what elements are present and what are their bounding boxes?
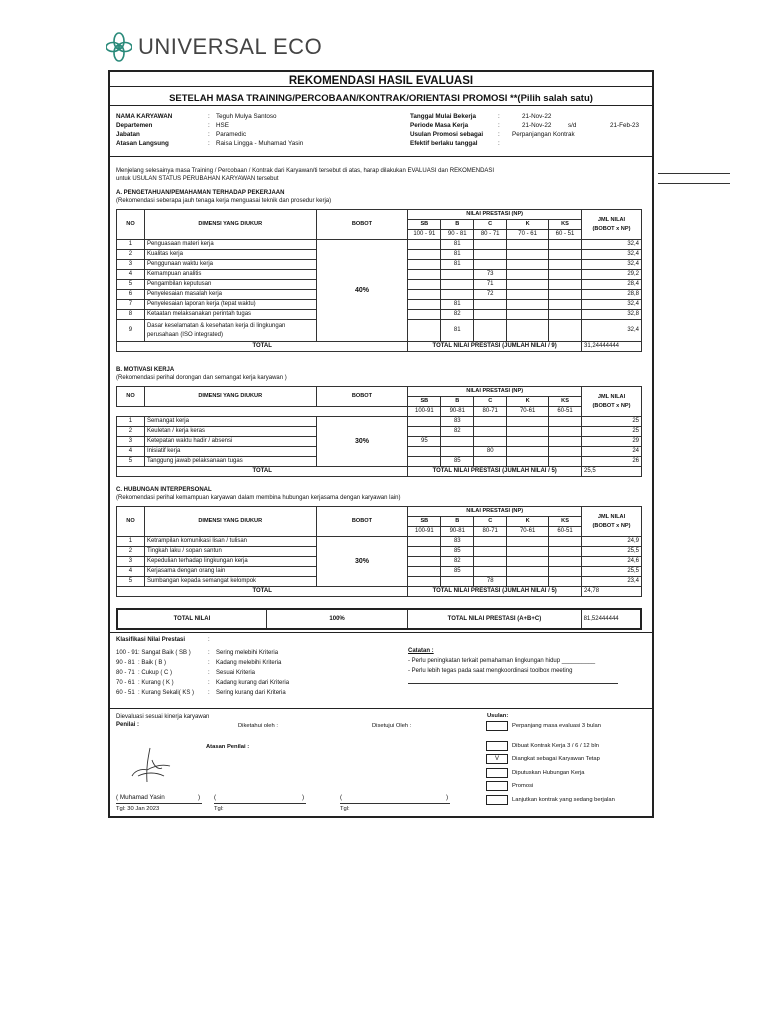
usulan-option[interactable] xyxy=(486,753,646,767)
row-total: 25,5 xyxy=(582,547,642,557)
score-ks xyxy=(549,437,582,447)
usulan-option[interactable] xyxy=(486,767,646,781)
row-total: 23,4 xyxy=(582,577,642,587)
usulan-option-label: Promosi xyxy=(512,783,534,789)
score-sb xyxy=(408,290,441,300)
row-dimension: Kemampuan analitis xyxy=(144,270,316,280)
score-ks xyxy=(549,577,582,587)
score-k xyxy=(507,557,549,567)
employee-info-left: NAMA KARYAWAN : Teguh Mulya Santoso Departemen : HSE Jabatan : Paramedic Atasan Langsung : Raisa Lingga - Muhamad Yasin xyxy=(116,113,304,147)
employee-position: Paramedic xyxy=(216,131,247,138)
section-b-header xyxy=(116,366,287,382)
score-k xyxy=(507,447,549,457)
signature-icon xyxy=(128,746,172,786)
score-c: 73 xyxy=(474,270,507,280)
row-dimension: Keuletan / kerja keras xyxy=(144,427,316,437)
form-title: REKOMENDASI HASIL EVALUASI xyxy=(288,75,474,87)
score-ks xyxy=(549,567,582,577)
usulan-option-label: Lanjutkan kontrak yang sedang berjalan xyxy=(512,796,615,803)
score-b: 83 xyxy=(441,417,474,427)
row-dimension: Sumbangan kepada semangat kelompok xyxy=(144,577,316,587)
row-number: 2 xyxy=(117,547,145,557)
score-c xyxy=(474,457,507,467)
score-k xyxy=(507,457,549,467)
score-k xyxy=(507,567,549,577)
notes xyxy=(408,646,626,684)
usulan-option[interactable] xyxy=(486,794,646,808)
score-ks xyxy=(549,417,582,427)
classification-item: 70 - 61 : Kurang ( K ) : Kadang kurang dari Kriteria xyxy=(116,680,290,686)
score-k xyxy=(507,240,549,250)
score-b: 81 xyxy=(441,320,474,342)
score-c xyxy=(474,300,507,310)
row-number: 4 xyxy=(117,447,145,457)
row-dimension: Penyelesaian laporan kerja (tepat waktu) xyxy=(144,300,316,310)
row-total: 32,4 xyxy=(581,320,641,342)
label-jabatan: Jabatan xyxy=(116,131,140,138)
classification-range: 90 - 81 xyxy=(116,660,135,666)
note-line: - Perlu peningkatan terkait pemahaman lingkungan hidup __________ xyxy=(408,658,596,664)
score-k xyxy=(507,310,549,320)
score-k xyxy=(507,547,549,557)
section-c-table: NO DIMENSI YANG DIUKUR BOBOT NILAI PRESTASI (NP) JML NILAI (BOBOT x NP) SB B C K KS 100-91 90-81 80-71 70-61 60-51 1 Ketrampilan komunikasi lisan / tulisan 30% 83 24,9 2 Tingkah laku / sopan santun 85 25,5 3 Kepedulian terhadap lingkungan kerja 82 24,6 4 Kerjasama dengan orang lain 85 25,5 5 Sumbangan kepada semangat kelompok 78 23,4 TOTAL TOTAL NILAI PRESTASI (JUMLAH NILAI / 5) 24,78 xyxy=(116,506,642,597)
usulan-option-label: Dibuat Kontrak Kerja 3 / 6 / 12 bln xyxy=(512,742,600,749)
row-number: 5 xyxy=(117,577,145,587)
usulan-option[interactable] xyxy=(486,740,646,754)
score-sb: 95 xyxy=(408,437,441,447)
score-c xyxy=(474,320,507,342)
score-ks xyxy=(549,280,582,290)
row-number: 1 xyxy=(117,240,145,250)
bobot-value: 30% xyxy=(316,537,408,587)
score-b: 81 xyxy=(441,300,474,310)
score-sb xyxy=(408,280,441,290)
score-sb xyxy=(408,537,441,547)
company-logo xyxy=(106,30,322,64)
classification-desc: Kadang kurang dari Kriteria xyxy=(216,680,290,686)
score-b: 81 xyxy=(441,240,474,250)
classification-desc: Sesuai Kriteria xyxy=(216,670,256,676)
usulan-checkbox[interactable] xyxy=(486,741,508,751)
score-sb xyxy=(408,300,441,310)
row-dimension: Ketrampilan komunikasi lisan / tulisan xyxy=(144,537,316,547)
classification-item: 80 - 71 : Cukup ( C ) : Sesuai Kriteria xyxy=(116,670,256,676)
row-dimension: Dasar keselamatan & kesehatan kerja di lingkungan perusahaan (ISO integrated) xyxy=(144,320,316,342)
score-ks xyxy=(549,250,582,260)
classification-desc: Sering melebihi Kriteria xyxy=(216,650,279,656)
row-dimension: Kerjasama dengan orang lain xyxy=(144,567,316,577)
employee-department: HSE xyxy=(216,122,229,129)
grand-total-label: TOTAL NILAI xyxy=(117,609,266,629)
atasan-penilai-label: Atasan Penilai : xyxy=(206,744,250,750)
score-ks xyxy=(549,260,582,270)
employee-info-right: Tanggal Mulai Bekerja : 21-Nov-22 Periode Masa Kerja : 21-Nov-22 s/d 21-Feb-23 Usulan Promosi sebagai : Perpanjangan Kontrak Efektif berlaku tanggal : xyxy=(410,113,640,147)
score-k xyxy=(507,577,549,587)
table-row xyxy=(117,240,642,250)
row-dimension: Semangat kerja xyxy=(144,417,316,427)
table-row xyxy=(117,537,642,547)
score-ks xyxy=(549,447,582,457)
score-k xyxy=(507,417,549,427)
section-a-total: 31,24444444 xyxy=(581,342,641,352)
disetujui-label: Disetujui Oleh : xyxy=(372,723,412,729)
classification-item: 60 - 51 : Kurang Sekali( KS ) : Sering kurang dari Kriteria xyxy=(116,690,286,696)
score-ks xyxy=(549,537,582,547)
score-k xyxy=(507,260,549,270)
classification-range: 100 - 91 xyxy=(116,650,139,656)
section-c-title: C. HUBUNGAN INTERPERSONAL xyxy=(116,487,212,493)
divider xyxy=(110,708,652,709)
score-ks xyxy=(549,427,582,437)
score-ks xyxy=(549,547,582,557)
score-c: 78 xyxy=(474,577,507,587)
row-total: 32,4 xyxy=(581,260,641,270)
classification-range: 60 - 51 xyxy=(116,690,135,696)
usulan-checkbox[interactable] xyxy=(486,768,508,778)
score-b xyxy=(441,290,474,300)
score-k xyxy=(507,437,549,447)
classification-desc: Kadang melebihi Kriteria xyxy=(216,660,282,666)
row-number: 3 xyxy=(117,437,145,447)
row-total: 25 xyxy=(582,427,642,437)
score-b xyxy=(441,280,474,290)
score-c: 72 xyxy=(474,290,507,300)
row-total: 32,4 xyxy=(581,300,641,310)
row-total: 25 xyxy=(582,417,642,427)
row-total: 24,9 xyxy=(582,537,642,547)
divider xyxy=(110,156,652,157)
score-ks xyxy=(549,300,582,310)
score-c: 71 xyxy=(474,280,507,290)
score-ks xyxy=(549,290,582,300)
evaluated-note: Dievaluasi sesuai kinerja karyawan Penilai : xyxy=(116,714,210,728)
notes-title: Catatan : xyxy=(408,648,434,654)
bobot-value: 30% xyxy=(316,417,408,467)
divider xyxy=(110,632,652,633)
label-departemen: Departemen xyxy=(116,122,153,129)
score-k xyxy=(507,270,549,280)
row-total: 32,4 xyxy=(581,250,641,260)
score-sb xyxy=(408,260,441,270)
classification-range: 80 - 71 xyxy=(116,670,135,676)
classification-grade: : Kurang ( K ) xyxy=(138,680,174,686)
section-c-total: 24,78 xyxy=(582,587,642,597)
score-c xyxy=(474,537,507,547)
score-b: 82 xyxy=(441,427,474,437)
brand-name: UNIVERSAL ECO xyxy=(138,34,323,59)
score-c xyxy=(474,437,507,447)
usulan-option[interactable] xyxy=(486,720,646,734)
score-sb xyxy=(408,250,441,260)
classification-grade: : Kurang Sekali( KS ) xyxy=(138,690,195,696)
section-b-table: NO DIMENSI YANG DIUKUR BOBOT NILAI PRESTASI (NP) JML NILAI (BOBOT x NP) SB B C K KS 100-91 90-81 80-71 70-61 60-51 1 Semangat kerja 30% 83 25 2 Keuletan / kerja keras 82 25 3 Ketepatan waktu hadir / absensi 95 29 4 Inisiatif kerja 80 24 5 Tanggung jawab pelaksanaan tugas 85 26 TOTAL TOTAL NILAI PRESTASI (JUMLAH NILAI / 5) 25,5 xyxy=(116,386,642,477)
row-total: 29,2 xyxy=(581,270,641,280)
section-b-total: 25,5 xyxy=(582,467,642,477)
row-total: 32,8 xyxy=(581,310,641,320)
row-dimension: Tanggung jawab pelaksanaan tugas xyxy=(144,457,316,467)
row-number: 5 xyxy=(117,457,145,467)
row-total: 25,5 xyxy=(582,567,642,577)
row-total: 24,6 xyxy=(582,557,642,567)
section-c-desc: (Rekomendasi perihal kemampuan karyawan dalam membina hubungan kerjasama dengan karyawan lain) xyxy=(116,495,401,501)
score-b: 85 xyxy=(441,567,474,577)
score-k xyxy=(507,427,549,437)
row-total: 26 xyxy=(582,457,642,467)
section-b-desc: (Rekomendasi perihal dorongan dan semangat kerja karyawan ) xyxy=(116,375,287,381)
score-ks xyxy=(549,557,582,567)
note-line: - Perlu lebih tegas pada saat mengkoordinasi toolbox meeting xyxy=(408,668,573,674)
score-c xyxy=(474,557,507,567)
disetujui-date: Tgl: xyxy=(340,806,350,812)
section-a-title: A. PENGETAHUAN/PEMAHAMAN TERHADAP PEKERJAAN xyxy=(116,190,285,196)
score-b: 81 xyxy=(441,260,474,270)
row-total: 29 xyxy=(582,437,642,447)
employee-name: Teguh Mulya Santoso xyxy=(216,113,277,120)
score-sb xyxy=(408,567,441,577)
score-ks xyxy=(549,457,582,467)
start-date: 21-Nov-22 xyxy=(522,113,552,120)
row-number: 4 xyxy=(117,270,145,280)
row-number: 4 xyxy=(117,567,145,577)
score-c xyxy=(474,240,507,250)
score-c xyxy=(474,417,507,427)
score-sb xyxy=(408,240,441,250)
row-dimension: Penyelesaian masalah kerja xyxy=(144,290,316,300)
period-from: 21-Nov-22 xyxy=(522,122,552,129)
row-dimension: Kepedulian terhadap lingkungan kerja xyxy=(144,557,316,567)
score-b: 82 xyxy=(441,310,474,320)
edge-line xyxy=(658,173,730,174)
score-b: 85 xyxy=(441,457,474,467)
score-ks xyxy=(549,320,582,342)
divider xyxy=(110,105,652,106)
row-dimension: Inisiatif kerja xyxy=(144,447,316,457)
evaluation-form xyxy=(108,70,654,818)
intro-text: Menjelang selesainya masa Training / Percobaan / Kontrak dari Karyawan/ti tersebut di atas, harap dilakukan EVALUASI dan REKOMENDASI untuk USULAN STATUS PERUBAHAN KARYAWAN tersebut xyxy=(116,168,495,182)
section-c-header xyxy=(116,486,401,502)
usulan-checkbox[interactable] xyxy=(486,781,508,791)
score-sb xyxy=(408,310,441,320)
row-number: 2 xyxy=(117,250,145,260)
row-dimension: Penggunaan waktu kerja xyxy=(144,260,316,270)
score-c xyxy=(474,547,507,557)
promotion-proposal: Perpanjangan Kontrak xyxy=(512,131,575,138)
row-dimension: Ketaatan melaksanakan perintah tugas xyxy=(144,310,316,320)
label-atasan: Atasan Langsung xyxy=(116,140,169,147)
grand-total-pct: 100% xyxy=(266,609,407,629)
row-number: 3 xyxy=(117,557,145,567)
score-k xyxy=(507,250,549,260)
score-b: 81 xyxy=(441,250,474,260)
classification-item: 90 - 81 : Baik ( B ) : Kadang melebihi Kriteria xyxy=(116,660,282,666)
section-a-header xyxy=(116,189,331,205)
evaluator-date: Tgl: 30 Jan 2023 xyxy=(116,806,160,812)
row-number: 3 xyxy=(117,260,145,270)
row-number: 8 xyxy=(117,310,145,320)
classification-grade: : Cukup ( C ) xyxy=(138,670,173,676)
score-sb xyxy=(408,557,441,567)
score-c: 80 xyxy=(474,447,507,457)
usulan-checkbox[interactable] xyxy=(486,721,508,731)
usulan-checkbox[interactable]: V xyxy=(486,754,508,764)
score-c xyxy=(474,250,507,260)
score-k xyxy=(507,300,549,310)
row-total: 28,4 xyxy=(581,280,641,290)
row-number: 9 xyxy=(117,320,145,342)
leaf-logo-icon xyxy=(106,32,132,62)
grand-total-np-label: TOTAL NILAI PRESTASI (A+B+C) xyxy=(408,609,581,629)
section-a-table: NO DIMENSI YANG DIUKUR BOBOT NILAI PRESTASI (NP) JML NILAI (BOBOT x NP) SB B C K KS 100 - 91 90 - 81 80 - 71 70 - 61 60 - 51 1 Penguasaan materi kerja 40% 81 32,4 2 Kualitas kerja 81 32,4 3 Penggunaan waktu kerja 81 32,4 4 Kemampuan analitis 73 29,2 5 Pengambilan keputusan 71 28,4 6 Penyelesaian masalah kerja 72 28,8 7 Penyelesaian laporan kerja (tepat waktu) 81 32,4 8 Ketaatan melaksanakan perintah tugas 82 32,8 9 Dasar keselamatan & kesehatan kerja di lingkungan perusahaan (ISO integrated) 81 32,4 TOTAL TOTAL NILAI PRESTASI (JUMLAH NILAI / 9) 31,24444444 xyxy=(116,209,642,352)
score-sb xyxy=(408,577,441,587)
score-ks xyxy=(549,240,582,250)
score-b: 82 xyxy=(441,557,474,567)
evaluator-name: ( Muhamad Yasin ) xyxy=(116,794,202,804)
grand-total-value: 81,52444444 xyxy=(581,609,641,629)
usulan-title: Usulan: xyxy=(487,713,509,719)
row-dimension: Kualitas kerja xyxy=(144,250,316,260)
table-row xyxy=(117,417,642,427)
row-number: 1 xyxy=(117,417,145,427)
score-b: 83 xyxy=(441,537,474,547)
row-dimension: Pengambilan keputusan xyxy=(144,280,316,290)
divider xyxy=(110,86,652,87)
grand-total-table xyxy=(116,608,642,630)
score-sb xyxy=(408,320,441,342)
section-a-desc: (Rekomendasi seberapa jauh tenaga kerja menguasai teknik dan prosedur kerja) xyxy=(116,198,332,204)
row-total: 24 xyxy=(582,447,642,457)
diketahui-date: Tgl: xyxy=(214,806,224,812)
period-to: 21-Feb-23 xyxy=(610,122,640,129)
classification: Klasifikasi Nilai Prestasi : xyxy=(116,637,210,643)
diketahui-label: Diketahui oleh : xyxy=(238,723,278,729)
classification-title: Klasifikasi Nilai Prestasi xyxy=(116,637,186,643)
score-b xyxy=(441,577,474,587)
penilai-label: Penilai : xyxy=(116,722,140,728)
usulan-checkbox[interactable] xyxy=(486,795,508,805)
usulan-options xyxy=(486,720,646,810)
usulan-option-label: Perpanjang masa evaluasi 3 bulan xyxy=(512,723,601,729)
edge-line xyxy=(658,183,730,184)
score-c xyxy=(474,567,507,577)
employee-supervisor: Raisa Lingga - Muhamad Yasin xyxy=(216,140,304,147)
row-number: 7 xyxy=(117,300,145,310)
classification-list xyxy=(116,648,356,698)
row-total: 28,8 xyxy=(581,290,641,300)
classification-range: 70 - 61 xyxy=(116,680,135,686)
usulan-option[interactable] xyxy=(486,780,646,794)
diketahui-signature-line: ( ) xyxy=(214,794,306,804)
form-subtitle: SETELAH MASA TRAINING/PERCOBAAN/KONTRAK/ORIENTASI PROMOSI **(Pilih salah satu) xyxy=(169,93,593,104)
row-number: 6 xyxy=(117,290,145,300)
bobot-value: 40% xyxy=(316,240,408,342)
score-k xyxy=(507,280,549,290)
label-nama: NAMA KARYAWAN xyxy=(116,113,173,120)
score-ks xyxy=(549,310,582,320)
score-b xyxy=(441,270,474,280)
score-b xyxy=(441,447,474,457)
score-k xyxy=(507,537,549,547)
score-c xyxy=(474,260,507,270)
row-dimension: Penguasaan materi kerja xyxy=(144,240,316,250)
score-c xyxy=(474,427,507,437)
section-b-title: B. MOTIVASI KERJA xyxy=(116,367,175,373)
usulan-option-label: Diputuskan Hubungan Kerja xyxy=(512,769,585,776)
score-sb xyxy=(408,270,441,280)
classification-item: 100 - 91 : Sangat Baik ( SB ) : Sering melebihi Kriteria xyxy=(116,650,279,656)
score-sb xyxy=(408,547,441,557)
score-ks xyxy=(549,270,582,280)
row-number: 5 xyxy=(117,280,145,290)
score-b: 85 xyxy=(441,547,474,557)
classification-desc: Sering kurang dari Kriteria xyxy=(216,690,286,696)
row-number: 1 xyxy=(117,537,145,547)
disetujui-signature-line: ( ) xyxy=(340,794,450,804)
note-blank-line xyxy=(408,676,618,684)
row-number: 2 xyxy=(117,427,145,437)
score-k xyxy=(507,290,549,300)
row-dimension: Ketepatan waktu hadir / absensi xyxy=(144,437,316,447)
score-b xyxy=(441,437,474,447)
classification-grade: : Baik ( B ) xyxy=(138,660,167,666)
score-sb xyxy=(408,447,441,457)
score-c xyxy=(474,310,507,320)
score-k xyxy=(507,320,549,342)
row-dimension: Tingkah laku / sopan santun xyxy=(144,547,316,557)
score-sb xyxy=(408,417,441,427)
classification-grade: : Sangat Baik ( SB ) xyxy=(138,650,191,656)
usulan-option-label: Diangkat sebagai Karyawan Tetap xyxy=(512,756,600,762)
row-total: 32,4 xyxy=(581,240,641,250)
score-sb xyxy=(408,427,441,437)
score-sb xyxy=(408,457,441,467)
